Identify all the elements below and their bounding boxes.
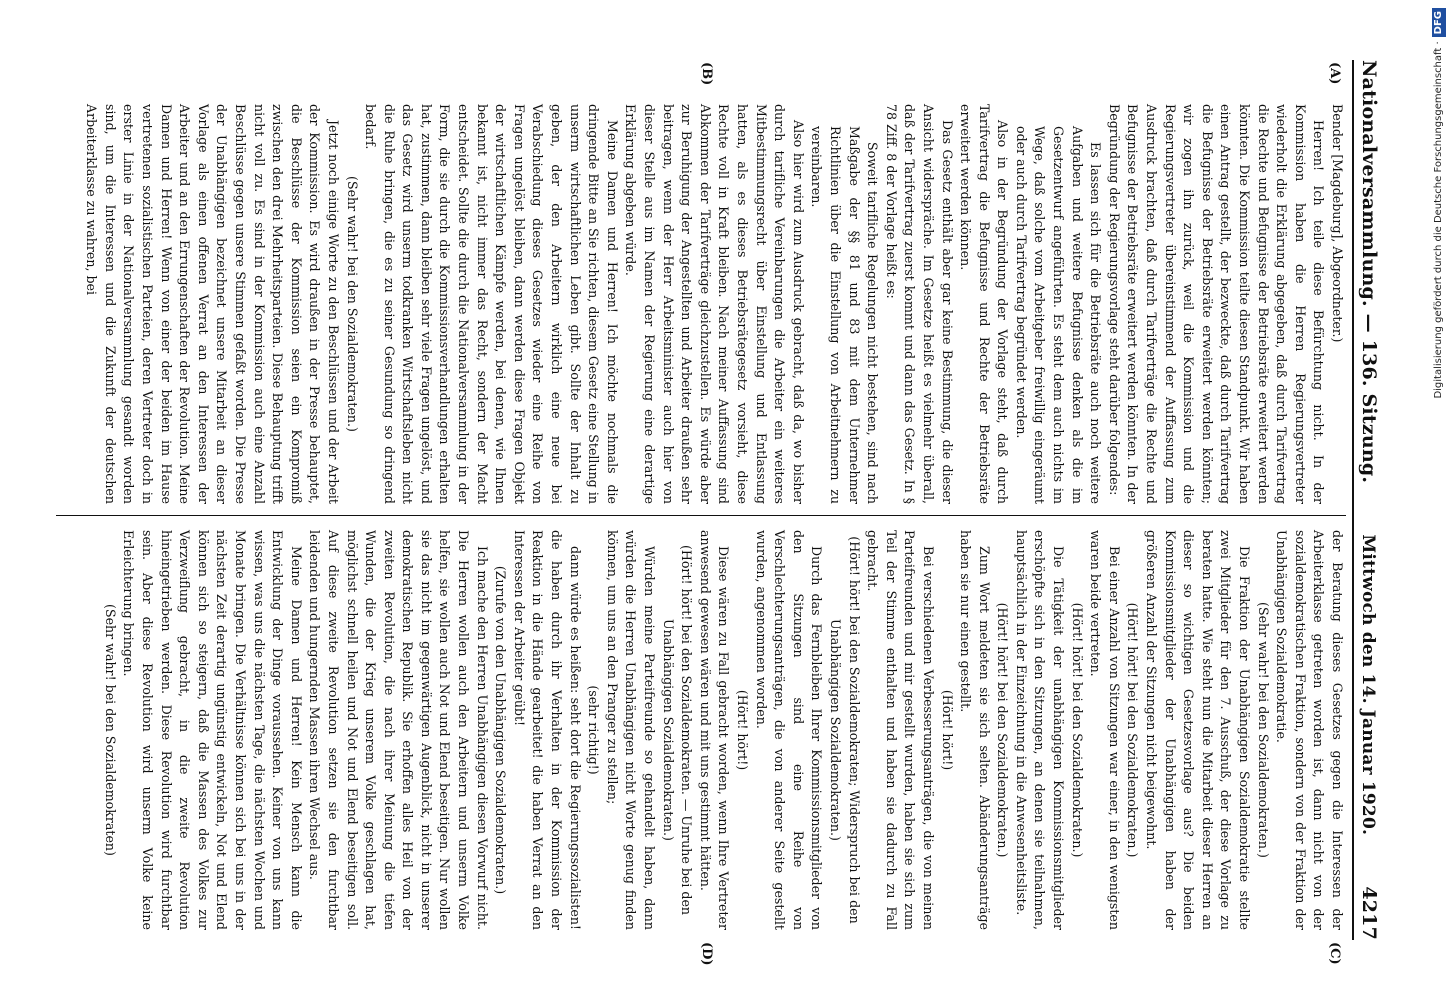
- paragraph: Also in der Begründung der Vorlage steht, daß durch Tarifvertrag die Befugnisse und Rechte der Betriebsräte erweitert werden können.: [958, 104, 1011, 504]
- left-text-column: [56, 104, 1346, 504]
- paragraph: der Beratung dieses Gesetzes gegen die Interessen der Arbeiterklasse getreten worden ist, dann nicht von der sozialdemokratischen Fraktion, sondern von der Fraktion der Unabhängigen Sozialdemokratie.: [1274, 530, 1345, 930]
- interjection: (sehr richtig!): [586, 685, 602, 775]
- paragraph: Bei einer Anzahl von Sitzungen war einer, in den wenigsten waren beide vertreten.: [1088, 530, 1122, 930]
- header-rule: [1352, 60, 1354, 940]
- paragraph: Die Fraktion der Unabhängigen Sozialdemokratie stellte zwei Mitglieder für den 7. Ausschuß, der diese Vorlage zu beraten hatte. Wie steht nun die Mitarbeit dieser Herren an dieser so wichtigen Gesetzesvorlage aus? Die beiden Kommissionsmitglieder der Unabhängigen haben der größeren Anzahl der Sitzungen nicht beigewohnt.: [1144, 530, 1253, 930]
- header-date: Mittwoch den 14. Januar 1920.: [1358, 534, 1378, 836]
- interjection: (Sehr wahr! bei den Sozialdemokraten.): [1255, 602, 1271, 858]
- interjection: (Sehr wahr! bei den Sozialdemokraten.): [344, 176, 360, 432]
- paragraph: Die Tätigkeit der unabhängigen Kommissionsmitglieder erschöpfte sich in den Sitzungen, an denen sie teilnahmen, hauptsächlich in der Einzeichnung in die Anwesenheitsliste.: [1013, 530, 1067, 930]
- paragraph: Soweit tarifliche Regelungen nicht bestehen, sind nach Maßgabe der §§ 81 und 83 mit dem Unternehmer Richtlinien über die Einstellung von Arbeitnehmern zu vereinbaren.: [809, 126, 881, 504]
- paragraph: dann würde es heißen: seht dort die Regierungssozialisten! die haben durch ihr Verhalten in der Kommission der Reaktion in die Hände gearbeitet! die haben Verrat an den Interessen der Arbeiter geübt!: [511, 530, 583, 930]
- paragraph: Also hier wird zum Ausdruck gebracht, daß da, wo bisher durch tarifliche Vereinbarungen die Arbeiter ein weiteres Mitbestimmungsrecht über Einstellung und Entlassung hatten, als es dieses Betriebsrätegesetz vorsieht, diese Rechte voll in Kraft bleiben. Nach meiner Auffassung sind Abkommen der Tarifverträge gleichzustellen. Es würde aber zur Beruhigung der Angestellten und Arbeiter draußen sehr beitragen, wenn der Herr Arbeitsminister auch hier von dieser Stelle aus im Namen der Regierung eine derartige Erklärung abgeben würde.: [623, 104, 806, 504]
- margin-marker-c: (C): [1327, 942, 1342, 965]
- interjection: (Hört! hört! bei den Sozialdemokraten.): [1125, 602, 1141, 858]
- credit-text: Digitalisierung gefördert durch die Deutsche Forschungsgemeinschaft ·: [1433, 41, 1444, 399]
- interjection: (Hört! hört!): [939, 689, 955, 771]
- paragraph: Bender [Magdeburg], Abgeordneter.): [1330, 104, 1345, 343]
- interjection: (Hört! hört! bei den Sozialdemokraten.): [1069, 602, 1085, 858]
- paragraph: Es lassen sich für die Betriebsräte auch noch weitere Aufgaben und weitere Befugnisse denken als die im Gesetzentwurf angeführten. Es steht dem auch nichts im Wege, daß solche vom Arbeitgeber freiwillig eingeräumt oder auch durch Tarifvertrag begründet werden.: [1013, 126, 1104, 504]
- paragraph: Zum Wort meldeten sie sich selten. Abänderungsanträge haben sie nur einen gestellt.: [958, 530, 992, 930]
- interjection: (Hört! hört! bei den Sozialdemokraten.): [995, 602, 1011, 858]
- paragraph: Das Gesetz enthält aber gar keine Bestimmung, die dieser Ansicht widerspräche. Im Gesetze heißt es vielmehr überall, daß der Tarifvertrag zuerst kommt und dann das Gesetz. In § 78 Ziff. 8 der Vorlage heißt es:: [883, 104, 955, 504]
- margin-marker-b: (B): [699, 62, 714, 86]
- paragraph: Meine Damen und Herren! Kein Mensch kann die Entwicklung der Dinge voraussehen. Keiner von uns kann wissen, was uns die nächsten Tage, die nächsten Wochen und Monate bringen. Die Verhältnisse können sich bei uns in der nächsten Zeit derartig ungünstig entwickeln, Not und Elend können sich so steigern, daß die Massen des Volkes zur Verzweiflung gebracht, in die zweite Revolution hineingetrieben werden. Diese Revolution wird furchtbar sein. Aber diese Revolution wird unserm Volke keine Erleichterung bringen.: [121, 530, 304, 930]
- paragraph: Bei verschiedenen Verbesserungsanträgen, die von meinen Parteifreunden und mir gestellt wurden, haben sie sich zum Teil der Stimme enthalten und haben sie dadurch zu Fall gebracht.: [865, 530, 936, 930]
- interjection: (Zurufe von den Unabhängigen Sozialdemokraten.): [493, 565, 509, 895]
- digitization-credit: [1418, 8, 1444, 788]
- interjection: (Sehr wahr! bei den Sozialdemokraten): [102, 604, 118, 856]
- header-left: Nationalversammlung. — 136. Sitzung.: [1358, 60, 1380, 484]
- paragraph: Jetzt noch einige Worte zu den Beschlüssen und der Arbeit der Kommission. Es wird draußen in der Presse behauptet, die Beschlüsse der Kommission seien ein Kompromiß zwischen den drei Mehrheitsparteien. Diese Behauptung trifft nicht voll zu. Es sind in der Kommission auch eine Anzahl Beschlüsse gegen unsere Stimmen gefaßt worden. Die Presse der Unabhängigen bezeichnet unsere Mitarbeit an dieser Vorlage als einen offenen Verrat an den Interessen der Arbeiter und an den Errungenschaften der Revolution. Meine Damen und Herren! Wenn von einer der beiden im Hause vertretenen sozialistischen Parteien, deren Vertreter doch in erster Linie in der Nationalversammlung gesandt worden sind, um die Interessen und die Zukunft der deutschen Arbeiterklasse zu wahren, bei: [84, 104, 341, 504]
- margin-marker-a: (A): [1327, 62, 1342, 85]
- column-divider: [56, 515, 1346, 516]
- paragraph: Ich mache den Herren Unabhängigen diesen Vorwurf nicht. Die Herren wollen auch den Arbeitern und unserm Volke helfen, sie wollen auch Not und Elend beseitigen. Nur wollen sie das nicht im gegenwärtigen Augenblick, nicht in unserer demokratischen Republik. Sie erhoffen alles Heil von der zweiten Revolution, die nach ihrer Meinung die tiefen Wunden, die der Krieg unserem Volke geschlagen hat, möglichst schnell heilen und Not und Elend beseitigen soll. Auf diese zweite Revolution setzen sie den furchtbar leidenden und hungernden Massen ihren Wechsel aus.: [307, 530, 490, 930]
- paragraph: Würden meine Parteifreunde so gehandelt haben, dann würden die Herren Unabhängigen nicht Worte genug finden können, um uns an den Pranger zu stellen;: [604, 530, 658, 930]
- paragraph: Herren! Ich teile diese Befürchtung nicht. In der Kommission haben die Herren Regierungsvertreter wiederholt die Erklärung abgegeben, daß durch Tarifvertrag die Rechte und Befugnisse der Betriebsräte erweitert werden könnten. Die Kommission teilte diesen Standpunkt. Wir haben einen Antrag gestellt, der bezweckte, daß durch Tarifvertrag die Befugnisse der Betriebsräte erweitert werden könnten; wir zogen ihn zurück, weil die Kommission und die Regierungsvertreter übereinstimmend der Auffassung zum Ausdruck brachten, daß durch Tarifverträge die Rechte und Befugnisse der Betriebsräte erweitert werden könnten. In der Begründung der Regierungsvorlage steht darüber folgendes:: [1106, 104, 1327, 504]
- page-header: [1358, 60, 1386, 940]
- paragraph: Durch das Fernbleiben Ihrer Kommissionsmitglieder von den Sitzungen sind eine Reihe von Verschlechterungsanträgen, die von anderer Seite gestellt wurden, angenommen worden.: [753, 530, 825, 930]
- interjection: (Hört! hört! bei den Sozialdemokraten; Widerspruch bei den Unabhängigen Sozialdemokraten.): [827, 536, 862, 924]
- page-number: 4217: [1358, 886, 1380, 940]
- dfg-logo: DFG: [1432, 8, 1446, 37]
- interjection: (Hört! hört!): [735, 689, 750, 771]
- paragraph: Diese wären zu Fall gebracht worden, wenn Ihre Vertreter anwesend gewesen wären und mit uns gestimmt hätten.: [697, 530, 732, 930]
- paragraph: Meine Damen und Herren! Ich möchte nochmals die dringende Bitte an Sie richten, diesem Gesetz eine Stellung in unserm wirtschaftlichen Leben gibt. Sollte der Inhalt zu geben, der den Arbeitern wirklich eine neue bei Verabschiedung dieses Gesetzes wieder eine Reihe von Fragen ungelöst bleiben, dann werden diese Fragen Objekt der wirtschaftlichen Kämpfe werden, bei denen, wie Ihnen bekannt ist, nicht immer das Recht, sondern der Macht entscheidet. Sollte die durch die Nationalversammlung in der Form, die sie durch die Kommissionsverhandlungen erhalten hat, zustimmen, dann bleiben sehr viele Fragen ungelöst, und das Gesetz wird unserm todkranken Wirtschaftsleben nicht die Ruhe bringen, die es zu seiner Gesundung so dringend bedarf.: [363, 104, 620, 504]
- right-text-column: [56, 530, 1346, 930]
- interjection: (Hört! hört! bei den Sozialdemokraten. — Unruhe bei den Unabhängigen Sozialdemokraten.): [660, 544, 695, 916]
- margin-marker-d: (D): [699, 942, 714, 966]
